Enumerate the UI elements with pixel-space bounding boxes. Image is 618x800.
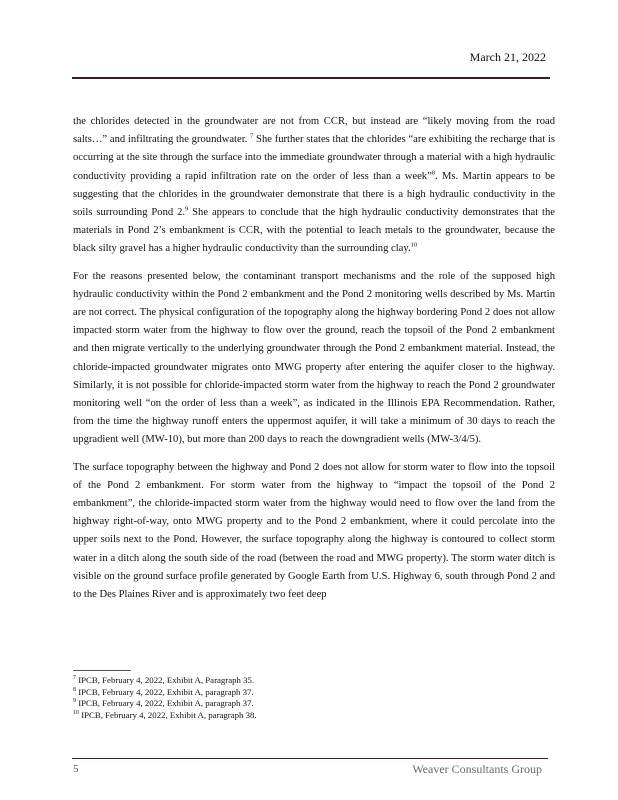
company-name: Weaver Consultants Group: [412, 762, 542, 776]
paragraph-text: She further states that the chlorides “are exhibiting the recharge that is occurring at the site through the surface into the immediate groundwater through a material with a high hydraulic conductivity providing a rapid infiltration rate on the order of less than a week”: [73, 134, 555, 182]
footnote-number: 7: [73, 675, 76, 682]
body-paragraph: [73, 268, 555, 450]
paragraph-text: . Ms. Martin appears to be suggesting that the chlorides in the groundwater demonstrate that there is a high hydraulic conductivity in the soils surrounding Pond 2.: [73, 170, 555, 219]
footnote-reference[interactable]: 8: [431, 169, 436, 177]
page-number: 5: [73, 763, 79, 775]
body-paragraph: [73, 113, 555, 259]
paragraph-text: For the reasons presented below, the contaminant transport mechanisms and the role of the supposed high hydraulic conductivity within the Pond 2 embankment and the Pond 2 monitoring wells described by Ms. Martin are not correct. The physical configuration of the topography along the highway bordering Pond 2 does not allow impacted storm water from the highway to flow over the ground, reach the topsoil of the Pond 2 embankment and then migrate vertically to the underlying groundwater through the Pond 2 embankment material. Instead, the chloride-impacted groundwater migrates onto MWG property after entering the aquifer closer to the highway. Similarly, it is not possible for chloride-impacted storm water from the highway to reach the Pond 2 groundwater monitoring well “on the order of less than a week”, as indicated in the Illinois EPA Recommendation. Rather, from the time the highway runoff enters the uppermost aquifer, it will take a minimum of 30 days to reach the upgradient well (MW-10), but more than 200 days to reach the downgradient wells (MW-3/4/5).: [73, 270, 555, 446]
paragraph-text: She appears to conclude that the high hydraulic conductivity demonstrates that the materials in Pond 2’s embankment is CCR, with the potential to leach metals to the groundwater, because the black silty gravel has a higher hydraulic conductivity than the surrounding clay.: [73, 207, 555, 255]
footnote-text: IPCB, February 4, 2022, Exhibit A, Paragraph 35.: [78, 675, 255, 685]
footnotes: [73, 675, 257, 721]
footnote-text: IPCB, February 4, 2022, Exhibit A, paragraph 38.: [81, 709, 257, 720]
footer-rule: [72, 758, 548, 759]
footnote-item: [73, 698, 257, 710]
body-paragraph: [73, 459, 555, 605]
footnote-number: 9: [73, 698, 76, 705]
document-date: March 21, 2022: [469, 50, 546, 64]
footnote-item: [73, 675, 257, 687]
footnote-text: IPCB, February 4, 2022, Exhibit A, paragraph 37.: [78, 686, 254, 697]
footnote-item: [73, 687, 257, 699]
footnote-number: 10: [73, 709, 79, 716]
footnote-reference[interactable]: 7: [250, 132, 254, 140]
footnote-number: 8: [73, 686, 76, 693]
footnote-text: IPCB, February 4, 2022, Exhibit A, paragraph 37.: [78, 698, 254, 709]
paragraph-text: The surface topography between the highway and Pond 2 does not allow for storm water to flow into the topsoil of the Pond 2 embankment. For storm water from the highway to “impact the topsoil of the Pond 2 embankment”, the chloride-impacted storm water from the highway would need to flow over the land from the highway right-of-way, onto MWG property and to the Pond 2 embankment, where it could percolate into the upper soils next to the Pond. However, the surface topography along the highway is contoured to collect storm water in a ditch along the south side of the road (between the road and MWG property). The storm water ditch is visible on the ground surface profile generated by Google Earth from U.S. Highway 6, south through Pond 2 and to the Des Plaines River and is approximately two feet deep: [73, 461, 555, 601]
footnote-reference[interactable]: 10: [410, 241, 418, 249]
document-body: [73, 113, 555, 613]
footnote-separator: [73, 670, 131, 671]
footnote-reference[interactable]: 9: [185, 205, 189, 213]
header-rule: [72, 77, 550, 79]
paragraph-text: the chlorides detected in the groundwater are not from CCR, but instead are “likely moving from the road salts…” and infiltrating the groundwater.: [73, 116, 555, 146]
footnote-item: [73, 710, 257, 722]
